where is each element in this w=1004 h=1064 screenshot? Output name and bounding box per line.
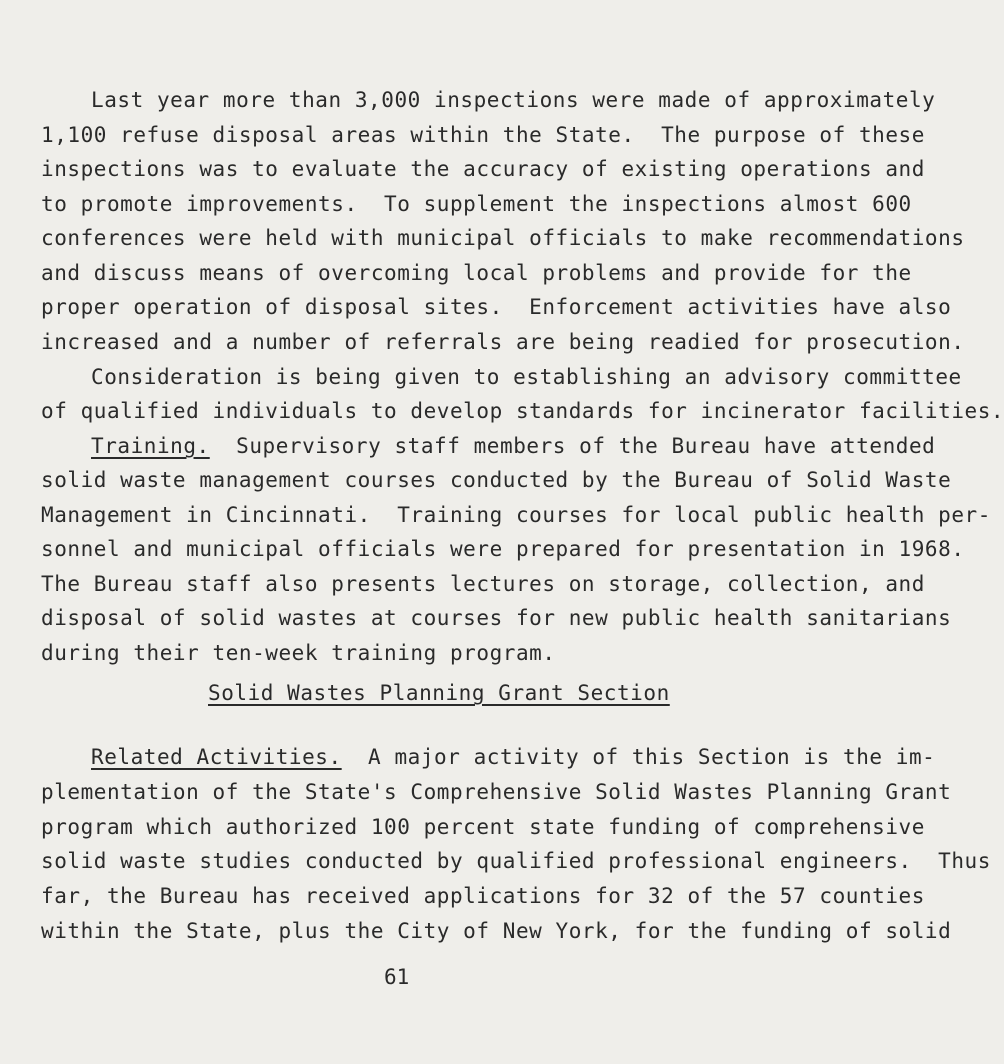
text-line: Management in Cincinnati. Training courses for local public health per-: [41, 503, 991, 527]
text-line: solid waste studies conducted by qualified professional engineers. Thus: [41, 849, 991, 873]
text-run: A major activity of this Section is the im-: [341, 745, 936, 769]
text-line: solid waste management courses conducted by the Bureau of Solid Waste: [41, 468, 952, 492]
text-line: plementation of the State's Comprehensive Solid Wastes Planning Grant: [41, 780, 952, 804]
text-line: 1,100 refuse disposal areas within the State. The purpose of these: [41, 123, 925, 147]
run-in-heading: Training.: [91, 434, 210, 458]
text-line: conferences were held with municipal officials to make recommendations: [41, 226, 965, 250]
text-line: program which authorized 100 percent state funding of comprehensive: [41, 815, 925, 839]
page-number: 61: [384, 965, 410, 989]
section-heading: Solid Wastes Planning Grant Section: [208, 681, 670, 705]
text-line: Last year more than 3,000 inspections were made of approximately: [91, 88, 936, 112]
text-line: [91, 744, 935, 770]
text-line: of qualified individuals to develop standards for incinerator facilities.: [41, 399, 1004, 423]
text-line: far, the Bureau has received applications for 32 of the 57 counties: [41, 884, 925, 908]
text-line: disposal of solid wastes at courses for new public health sanitarians: [41, 606, 952, 630]
text-line: Consideration is being given to establishing an advisory committee: [91, 365, 962, 389]
text-line: during their ten-week training program.: [41, 641, 556, 665]
text-line: proper operation of disposal sites. Enforcement activities have also: [41, 295, 952, 319]
text-line: inspections was to evaluate the accuracy of existing operations and: [41, 157, 925, 181]
text-line: within the State, plus the City of New York, for the funding of solid: [41, 919, 952, 943]
text-line: to promote improvements. To supplement the inspections almost 600: [41, 192, 912, 216]
run-in-heading: Related Activities.: [91, 745, 342, 769]
text-line: sonnel and municipal officials were prepared for presentation in 1968.: [41, 537, 965, 561]
text-line: The Bureau staff also presents lectures on storage, collection, and: [41, 572, 925, 596]
text-line: [91, 433, 935, 459]
text-line: and discuss means of overcoming local problems and provide for the: [41, 261, 912, 285]
text-line: increased and a number of referrals are being readied for prosecution.: [41, 330, 965, 354]
text-run: Supervisory staff members of the Bureau have attended: [209, 434, 936, 458]
